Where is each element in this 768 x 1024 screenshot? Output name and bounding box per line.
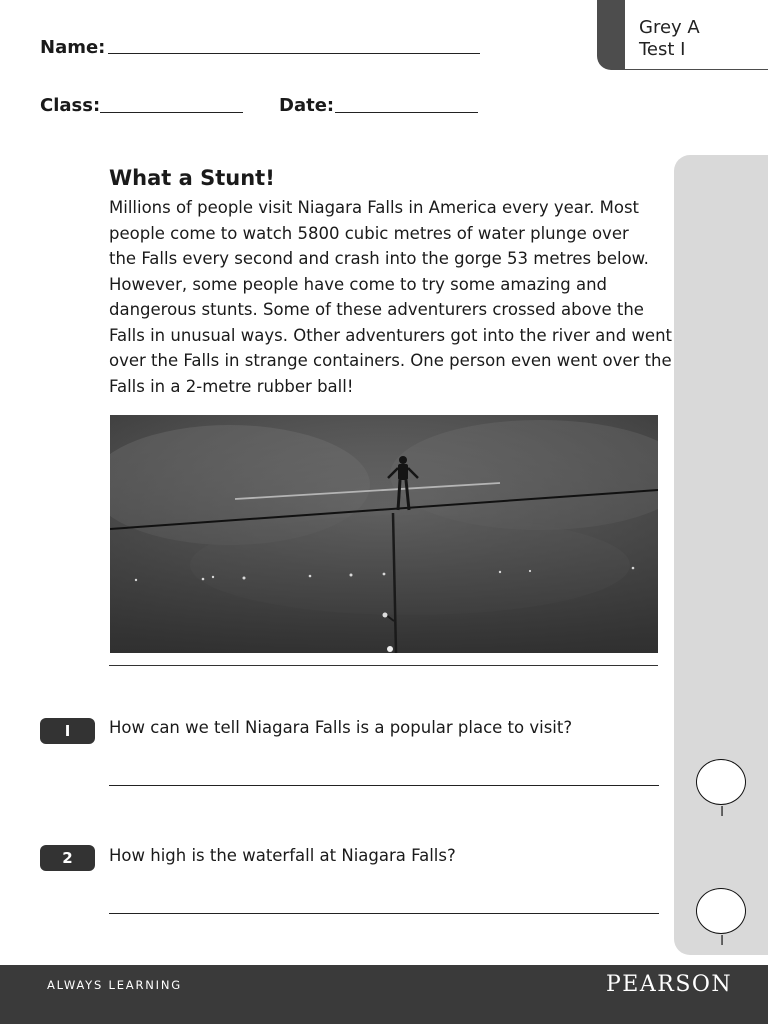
question-1-badge: I: [40, 718, 95, 744]
question-2-badge: 2: [40, 845, 95, 871]
passage-line: However, some people have come to try some amazing and: [109, 274, 608, 294]
marks-margin: [674, 155, 768, 955]
mark-value-1: I: [720, 805, 724, 820]
mark-box-2[interactable]: [696, 888, 746, 934]
publisher-logo: PEARSON: [606, 972, 733, 997]
class-field[interactable]: [100, 112, 243, 113]
passage-line: Falls in a 2-metre rubber ball!: [109, 376, 354, 396]
test-number: Test I: [639, 39, 686, 60]
passage-line: Millions of people visit Niagara Falls in America every year. Most: [109, 198, 640, 217]
name-label: Name:: [40, 37, 106, 58]
passage-line: people come to watch 5800 cubic metres of water plunge over: [109, 223, 629, 243]
question-2-answer-line[interactable]: [109, 913, 659, 914]
question-2-text: How high is the waterfall at Niagara Falls?: [109, 846, 456, 865]
tightrope-photo: [110, 415, 658, 653]
passage-line: over the Falls in strange containers. One person even went over the: [109, 351, 672, 370]
question-1-text: How can we tell Niagara Falls is a popular place to visit?: [109, 718, 573, 737]
test-label: [639, 17, 700, 61]
mark-value-2: I: [720, 934, 724, 949]
footer-tagline: ALWAYS LEARNING: [47, 978, 182, 992]
passage-line: dangerous stunts. Some of these adventurers crossed above the: [109, 300, 644, 319]
grade-label: Grey A: [639, 17, 700, 38]
passage-line: Falls in unusual ways. Other adventurers got into the river and went: [109, 325, 673, 345]
date-field[interactable]: [335, 112, 478, 113]
name-field[interactable]: [108, 53, 480, 54]
question-1-answer-line[interactable]: [109, 785, 659, 786]
date-label: Date:: [279, 95, 335, 116]
photo-divider: [109, 665, 658, 666]
passage-line: the Falls every second and crash into the gorge 53 metres below.: [109, 249, 649, 268]
class-label: Class:: [40, 95, 101, 116]
article-title: What a Stunt!: [109, 166, 275, 190]
mark-box-1[interactable]: [696, 759, 746, 805]
article-passage: [109, 195, 673, 399]
